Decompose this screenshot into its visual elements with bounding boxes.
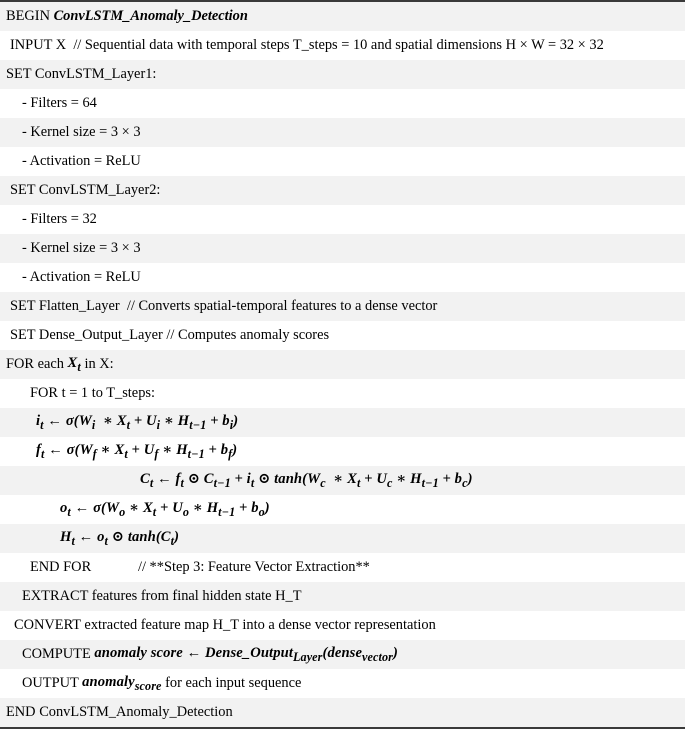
output-tail: for each input sequence	[161, 675, 302, 692]
extract-text: EXTRACT features from final hidden state H_T	[22, 588, 302, 605]
algorithm-name: ConvLSTM_Anomaly_Detection	[53, 8, 248, 25]
algo-line-eq-hidden-state	[0, 524, 685, 553]
for-each-prefix: FOR each	[6, 356, 68, 373]
equation-hidden-state: $H_t$ ← $o_t$ ⊙ $\tanh(C_t)$	[60, 528, 180, 548]
algo-line-output	[0, 669, 685, 698]
layer2-filters-text: - Filters = 32	[22, 211, 97, 228]
algo-line-extract	[0, 582, 685, 611]
compute-keyword: COMPUTE	[22, 646, 95, 663]
var-x-t: $X_t$	[67, 354, 81, 374]
equation-forget-gate: $f_t$ ← $\sigma(W_f$ ∗ $X_t + U_f$ ∗ $H_{t-1} + b_f$)	[36, 441, 238, 461]
input-keyword: INPUT X	[10, 37, 67, 54]
dense-comment: // Computes anomaly scores	[166, 327, 330, 344]
convert-text: CONVERT extracted feature map H_T into a dense vector representation	[14, 617, 436, 634]
end-algorithm-name: ConvLSTM_Anomaly_Detection	[39, 704, 233, 721]
dense-layer-text: SET Dense_Output_Layer	[10, 327, 163, 344]
algo-line-eq-forget-gate	[0, 437, 685, 466]
algo-line-eq-output-gate	[0, 495, 685, 524]
output-keyword: OUTPUT	[22, 675, 83, 692]
layer1-filters-text: - Filters = 64	[22, 95, 97, 112]
algo-line-begin	[0, 2, 685, 31]
equation-anomaly-score: anomaly score ← Dense_Output$_{Layer}$(dense$_{vector}$)	[94, 644, 398, 664]
flatten-layer-text: SET Flatten_Layer	[10, 298, 120, 315]
algo-line-layer2-kernel	[0, 234, 685, 263]
algo-line-set-layer2	[0, 176, 685, 205]
layer2-activation-text: - Activation = ReLU	[22, 269, 141, 286]
for-each-suffix: in X:	[80, 356, 114, 373]
algo-line-eq-cell-state	[0, 466, 685, 495]
algo-line-end	[0, 698, 685, 727]
algo-line-for-each	[0, 350, 685, 379]
begin-keyword: BEGIN	[6, 8, 50, 25]
var-anomaly-score: anomaly$_{score}$	[82, 673, 162, 693]
equation-output-gate: $o_t$ ← $\sigma(W_o$ ∗ $X_t + U_o$ ∗ $H_{t-1} + b_o$)	[60, 499, 270, 519]
equation-input-gate: $i_t$ ← $\sigma(W_i$ ∗ $X_t + U_i$ ∗ $H_{t-1} + b_i$)	[36, 412, 239, 432]
layer1-kernel-text: - Kernel size = 3 × 3	[22, 124, 141, 141]
algo-line-dense	[0, 321, 685, 350]
algo-line-set-layer1	[0, 60, 685, 89]
equation-cell-state: $C_t$ ← $f_t$ ⊙ $C_{t-1} + i_t$ ⊙ $\tanh(W_c$ ∗ $X_t + U_c$ ∗ $H_{t-1} + b_c$)	[140, 470, 473, 490]
layer1-header: SET ConvLSTM_Layer1:	[6, 66, 157, 83]
algo-line-input	[0, 31, 685, 60]
step3-comment: // **Step 3: Feature Vector Extraction**	[137, 559, 370, 576]
algo-line-for-t	[0, 379, 685, 408]
algo-line-layer1-kernel	[0, 118, 685, 147]
algo-line-compute	[0, 640, 685, 669]
flatten-comment: // Converts spatial-temporal features to a dense vector	[126, 298, 438, 315]
algo-line-layer1-filters	[0, 89, 685, 118]
algo-line-layer2-filters	[0, 205, 685, 234]
algo-line-convert	[0, 611, 685, 640]
algo-line-layer1-activation	[0, 147, 685, 176]
input-comment: // Sequential data with temporal steps T_steps = 10 and spatial dimensions H × W = 32 × 32	[73, 37, 604, 54]
algo-line-flatten	[0, 292, 685, 321]
layer2-header: SET ConvLSTM_Layer2:	[10, 182, 161, 199]
end-for-label: END FOR	[30, 559, 92, 576]
layer1-activation-text: - Activation = ReLU	[22, 153, 141, 170]
layer2-kernel-text: - Kernel size = 3 × 3	[22, 240, 141, 257]
algo-line-end-for	[0, 553, 685, 582]
algo-line-layer2-activation	[0, 263, 685, 292]
algo-line-eq-input-gate	[0, 408, 685, 437]
for-t-text: FOR t = 1 to T_steps:	[30, 385, 155, 402]
end-keyword: END	[6, 704, 36, 721]
